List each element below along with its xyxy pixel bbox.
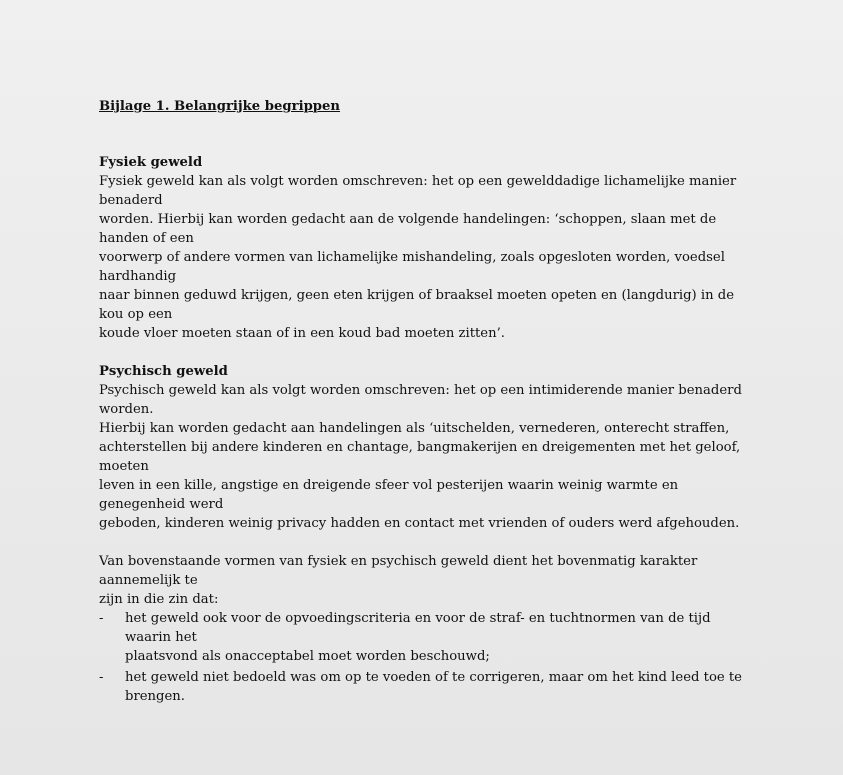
- paragraph-line: Psychisch geweld kan als volgt worden omschreven: het op een intimiderende manier benaderd worden.: [99, 383, 742, 417]
- paragraph-line: koude vloer moeten staan of in een koud bad moeten zitten’.: [99, 326, 505, 341]
- paragraph-line: Fysiek geweld kan als volgt worden omschreven: het op een gewelddadige lichamelijke manier benaderd: [99, 174, 737, 208]
- list-item-line: het geweld niet bedoeld was om op te voeden of te corrigeren, maar om het kind leed toe te brengen.: [125, 670, 742, 704]
- paragraph-line: leven in een kille, angstige en dreigende sfeer vol pesterijen waarin weinig warmte en genegenheid werd: [99, 478, 679, 512]
- list-item-line: het geweld ook voor de opvoedingscriteria en voor de straf- en tuchtnormen van de tijd waarin het: [125, 611, 711, 645]
- paragraph-line: Hierbij kan worden gedacht aan handelingen als ‘uitschelden, vernederen, onterecht straffen,: [99, 421, 730, 436]
- document-title: Bijlage 1. Belangrijke begrippen: [99, 99, 341, 114]
- paragraph-line: geboden, kinderen weinig privacy hadden en contact met vrienden of ouders werd afgehouden.: [99, 516, 740, 531]
- document-page: [99, 96, 749, 708]
- criteria-list: [99, 609, 749, 706]
- list-dash: -: [99, 611, 104, 626]
- paragraph-line: worden. Hierbij kan worden gedacht aan de volgende handelingen: ‘schoppen, slaan met de handen of een: [99, 212, 717, 246]
- section-psychisch-geweld: [99, 362, 749, 533]
- paragraph-line: Van bovenstaande vormen van fysiek en psychisch geweld dient het bovenmatig karakter aannemelijk te: [99, 554, 698, 588]
- list-dash: -: [99, 670, 104, 685]
- paragraph-line: naar binnen geduwd krijgen, geen eten krijgen of braaksel moeten opeten en (langdurig) in de kou op een: [99, 288, 735, 322]
- list-item: [99, 609, 749, 666]
- section-fysiek-geweld: [99, 153, 749, 343]
- list-item: [99, 668, 749, 706]
- list-item-line: plaatsvond als onacceptabel moet worden beschouwd;: [125, 649, 490, 664]
- paragraph-line: voorwerp of andere vormen van lichamelijke mishandeling, zoals opgesloten worden, voedsel hardhandig: [99, 250, 725, 284]
- section-heading: Psychisch geweld: [99, 364, 228, 379]
- closing-paragraph: [99, 552, 749, 706]
- section-heading: Fysiek geweld: [99, 155, 203, 170]
- paragraph-line: zijn in die zin dat:: [99, 592, 219, 607]
- paragraph-line: achterstellen bij andere kinderen en chantage, bangmakerijen en dreigementen met het geloof, moeten: [99, 440, 741, 474]
